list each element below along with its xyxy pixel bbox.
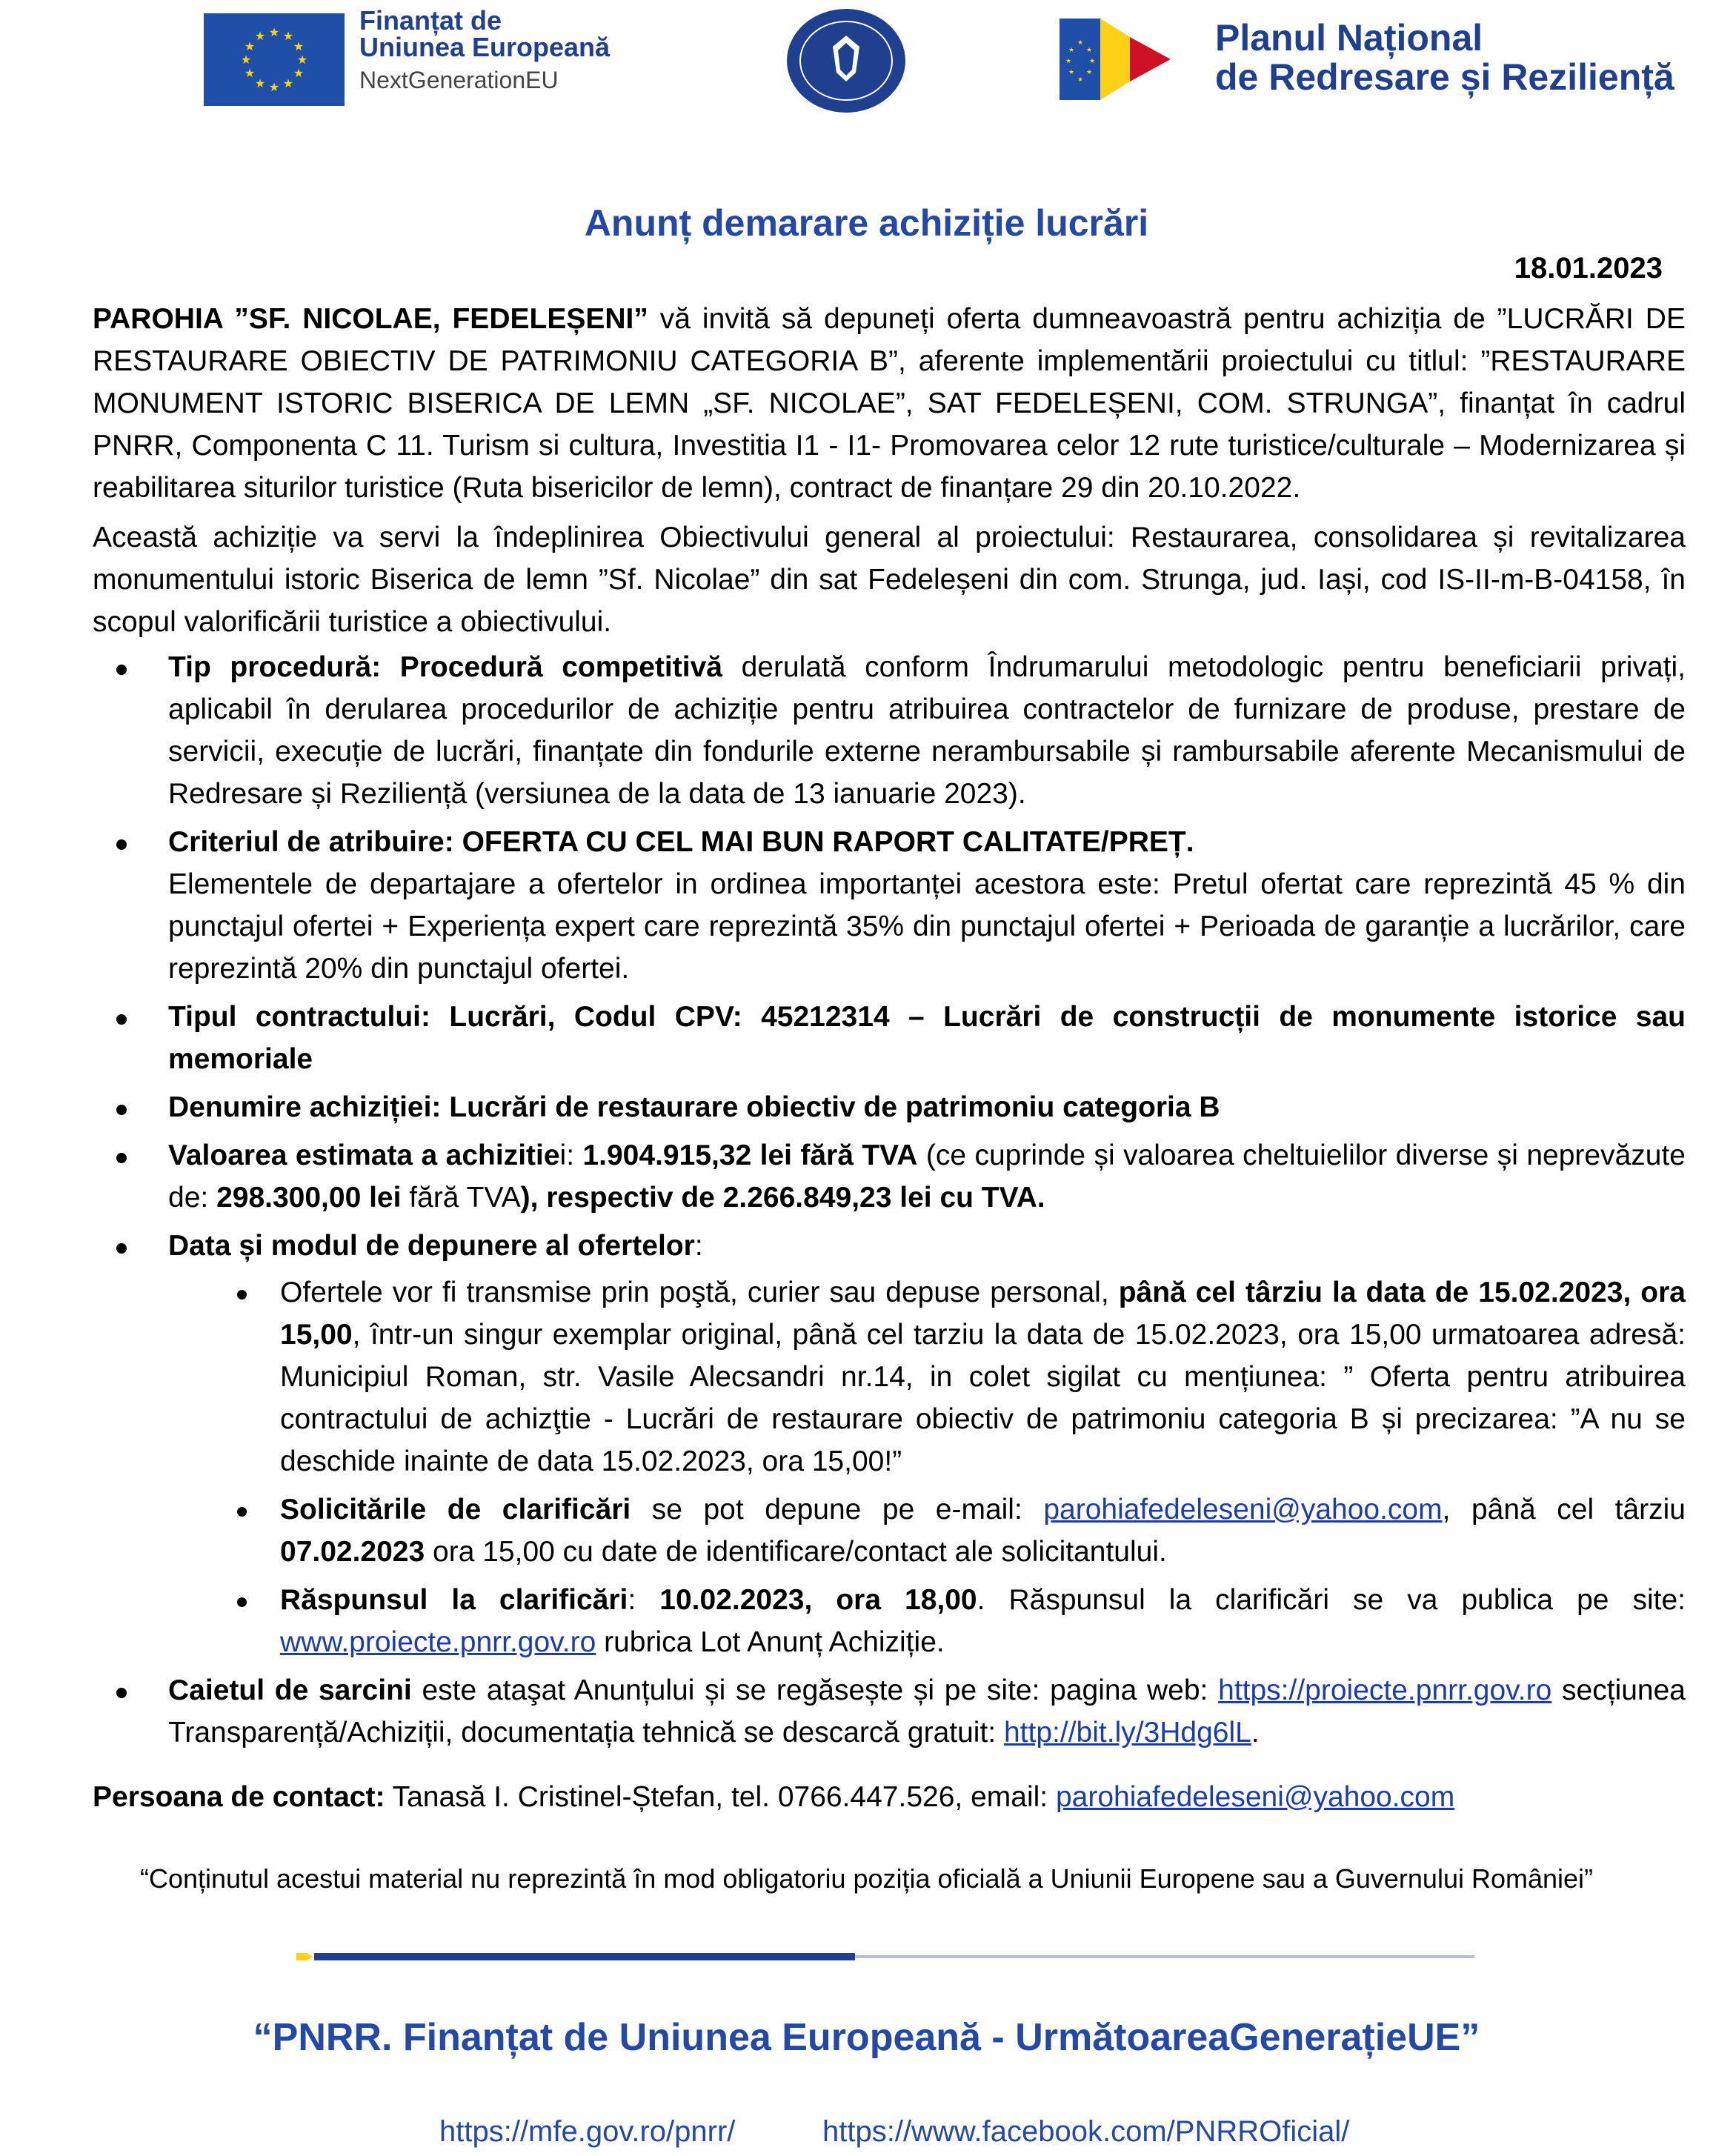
list-item-specifications — [93, 1669, 1686, 1754]
bullet-icon — [116, 1688, 127, 1698]
specs-label: Caietul de sarcini — [168, 1674, 412, 1706]
clarifications-email-link[interactable]: parohiafedeleseni@yahoo.com — [1043, 1494, 1443, 1525]
list-item-acquisition-name — [93, 1086, 1686, 1128]
svg-text:★: ★ — [293, 39, 305, 53]
divider-bar — [296, 1951, 1474, 1958]
list-item-criteria — [93, 821, 1686, 990]
pnrr-slogan: “PNRR. Finanțat de Uniunea Europeană - UrmătoareaGenerațieUE” — [253, 2016, 1480, 2059]
sublist-item-delivery — [93, 1271, 1686, 1483]
svg-text:★: ★ — [282, 76, 294, 90]
bullet-icon — [237, 1597, 247, 1607]
value-text2: fără TVA — [401, 1182, 521, 1214]
list-item-procedure — [93, 646, 1686, 815]
svg-text:★: ★ — [1088, 58, 1096, 65]
contact-email-link[interactable]: parohiafedeleseni@yahoo.com — [1055, 1781, 1455, 1813]
bullet-icon — [116, 1105, 127, 1115]
value-text1: (ce cuprinde și valoarea cheltuielilor diverse și neprevăzute de: — [168, 1139, 1686, 1214]
answers-text3: rubrica Lot Anunț Achiziție. — [596, 1626, 945, 1658]
sublist-item-clarifications — [93, 1488, 1686, 1573]
contract-type-text: Tipul contractului: Lucrări, Codul CPV: 45212314 – Lucrări de construcții de monumente istorice sau memoriale — [168, 1001, 1686, 1075]
delivery-deadline: până cel târziu la data de 15.02.2023, ora 15,00 — [280, 1277, 1686, 1351]
answers-deadline: 10.02.2023, ora 18,00 — [659, 1584, 977, 1616]
contact-text: Tanasă I. Cristinel-Ștefan, tel. 0766.447.526, email: — [385, 1781, 1056, 1813]
list-item-estimated-value — [93, 1134, 1686, 1219]
pnrr-logo-line1: Planul Național — [1215, 17, 1483, 59]
eu-logo-line1: Finanțat de — [359, 5, 502, 36]
sublist-item-answers — [93, 1579, 1686, 1663]
proiecte-pnrr-link[interactable]: https://proiecte.pnrr.gov.ro — [1218, 1674, 1552, 1706]
value-label-end: i: — [559, 1139, 583, 1171]
value-amount: 1.904.915,32 lei fără TVA — [582, 1139, 918, 1171]
clarifications-label: Solicitările de clarificări — [280, 1494, 631, 1525]
objective-paragraph: Această achiziție va servi la îndeplinirea Obiectivului general al proiectului: Restaurarea, consolidarea și revitalizarea monumentului istoric Biserica de lemn ”Sf. Nicolae” din sat Fedeleșeni din com. Strunga, jud. Iași, cod IS-II-m-B-04158, în scopul valorificării turistice a obiectivului. — [93, 522, 1686, 638]
eu-logo-text — [359, 7, 671, 92]
bullet-icon — [116, 665, 127, 675]
svg-text:★: ★ — [282, 29, 294, 43]
answers-text2: . Răspunsul la clarificări se va publica pe site: — [977, 1584, 1686, 1616]
svg-text:★: ★ — [254, 29, 266, 43]
acquisition-name-text: Denumire achiziției: Lucrări de restaurare obiectiv de patrimoniu categoria B — [168, 1091, 1220, 1123]
bullet-icon — [116, 1153, 127, 1163]
pnrr-logo — [1060, 19, 1178, 100]
pnrr-logo-line2: de Redresare și Reziliență — [1215, 56, 1674, 98]
organization-name: PAROHIA ”SF. NICOLAE, FEDELEȘENI” — [93, 303, 648, 335]
pnrr-site-link[interactable]: www.proiecte.pnrr.gov.ro — [280, 1626, 596, 1658]
svg-text:★: ★ — [296, 53, 308, 67]
list-item-submission — [93, 1225, 1686, 1663]
specs-text1: este ataşat Anunțului și se regăsește și pe site: pagina web: — [411, 1674, 1219, 1706]
delivery-text2: , într-un singur exemplar original, până cel tarziu la data de 15.02.2023, ora 15,00 urmatoarea adresă: Municipiul Roman, str. Vasile Alecsandri nr.14, in colet sigilat cu mențiunea: ” Oferta pentru atribuirea contractului de achizţtie - Lucrări de restaurare obiectiv de patrimoniu categoria B și precizarea: ”A nu se deschide inainte de data 15.02.2023, ora 15,00!” — [280, 1319, 1686, 1477]
svg-text:★: ★ — [293, 66, 305, 80]
facebook-pnrr-link[interactable]: https://www.facebook.com/PNRROficial/ — [822, 2115, 1350, 2148]
submission-sublist — [168, 1271, 1686, 1663]
eu-logo-line2: Uniunea Europeană — [359, 32, 611, 62]
submission-colon: : — [694, 1230, 703, 1262]
clarifications-text3: ora 15,00 cu date de identificare/contact ale solicitantului. — [425, 1536, 1167, 1568]
svg-text:★: ★ — [1068, 69, 1075, 76]
document-date: 18.01.2023 — [1514, 252, 1663, 285]
criteria-label: Criteriul de atribuire: OFERTA CU CEL MAI BUN RAPORT CALITATE/PREȚ. — [168, 826, 1194, 858]
svg-text:★: ★ — [240, 53, 252, 67]
romanian-government-seal — [782, 6, 911, 116]
clarifications-text1: se pot depune pe e-mail: — [631, 1494, 1044, 1525]
value-label: Valoarea estimata a achizitie — [168, 1139, 560, 1171]
svg-text:★: ★ — [254, 76, 266, 90]
svg-text:★: ★ — [1068, 47, 1075, 54]
svg-text:★: ★ — [1077, 76, 1084, 84]
svg-text:★: ★ — [268, 25, 280, 39]
bullet-icon — [116, 1014, 127, 1025]
bullet-icon — [116, 1243, 127, 1254]
bullet-icon — [237, 1507, 247, 1517]
svg-text:★: ★ — [244, 66, 256, 80]
value-text3: ), respectiv de 2.266.849,23 lei cu TVA. — [520, 1182, 1045, 1214]
criteria-text: Elementele de departajare a ofertelor in ordinea importanței acestora este: Pretul ofertat care reprezintă 45 % din punctajul ofertei + Experiența expert care reprezintă 35% din punctajul ofertei + Perioada de garanție a lucrărilor, care reprezintă 20% din punctajul ofertei. — [168, 868, 1686, 985]
svg-text:★: ★ — [1065, 58, 1072, 65]
eu-logo-line3: NextGenerationEU — [359, 67, 559, 93]
svg-text:★: ★ — [1085, 47, 1093, 54]
contact-paragraph — [93, 1776, 1686, 1818]
value-amount2: 298.300,00 lei — [216, 1182, 402, 1214]
disclaimer: “Conținutul acestui material nu reprezintă în mod obligatoriu poziția oficială a Uniunii Europene sau a Guvernului României” — [139, 1863, 1594, 1894]
details-list — [93, 646, 1686, 1754]
clarifications-deadline: 07.02.2023 — [280, 1536, 425, 1568]
clarifications-text2: , până cel târziu — [1442, 1494, 1686, 1525]
document-body — [93, 298, 1686, 1818]
svg-text:★: ★ — [1077, 39, 1084, 47]
documentation-download-link[interactable]: http://bit.ly/3Hdg6lL — [1003, 1717, 1251, 1749]
intro-paragraph — [93, 298, 1686, 509]
specs-text2: secțiunea Transparență/Achiziții, documentația tehnică se descarcă gratuit: — [168, 1674, 1686, 1749]
eu-flag-logo — [204, 13, 345, 106]
delivery-text1: Ofertele vor fi transmise prin poştă, curier sau depuse personal, — [280, 1277, 1119, 1308]
mfe-pnrr-link[interactable]: https://mfe.gov.ro/pnrr/ — [439, 2115, 736, 2148]
list-item-contract-type — [93, 996, 1686, 1080]
bullet-icon — [116, 839, 127, 850]
procedure-text: derulată conform Îndrumarului metodologic pentru beneficiarii privați, aplicabil în derularea procedurilor de achiziție pentru atribuirea contractelor de furnizare de produse, prestare de servicii, execuție de lucrări, finanțate din fondurile externe nerambursabile și rambursabile aferente Mecanismului de Redresare și Reziliență (versiunea de la data de 13 ianuarie 2023). — [168, 651, 1686, 810]
pnrr-logo-text — [1215, 19, 1674, 96]
specs-text3: . — [1251, 1717, 1260, 1749]
document-title: Anunț demarare achiziție lucrări — [584, 202, 1149, 244]
intro-text: vă invită să depuneți oferta dumneavoastră pentru achiziția de ”LUCRĂRI DE RESTAURARE OBIECTIV DE PATRIMONIU CATEGORIA B”, aferente implementării proiectului cu titlul: ”RESTAURARE MONUMENT ISTORIC BISERICA DE LEMN „SF. NICOLAE”, SAT FEDELEȘENI, COM. STRUNGA”, finanțat în cadrul PNRR, Componenta C 11. Turism si cultura, Investitia I1 - I1- Promovarea celor 12 rute turistice/culturale – Modernizarea și reabilitarea siturilor turistice (Ruta bisericilor de lemn), contract de finanțare 29 din 20.10.2022. — [93, 303, 1686, 504]
procedure-label: Tip procedură: Procedură competitivă — [168, 651, 722, 683]
answers-label: Răspunsul la clarificări — [280, 1584, 628, 1616]
svg-text:★: ★ — [268, 80, 280, 94]
answers-text1: : — [628, 1584, 660, 1616]
submission-label: Data și modul de depunere al ofertelor — [168, 1230, 695, 1262]
bullet-icon — [237, 1290, 247, 1300]
contact-label: Persoana de contact: — [93, 1781, 385, 1813]
svg-text:★: ★ — [244, 39, 256, 53]
svg-text:★: ★ — [1085, 69, 1093, 76]
